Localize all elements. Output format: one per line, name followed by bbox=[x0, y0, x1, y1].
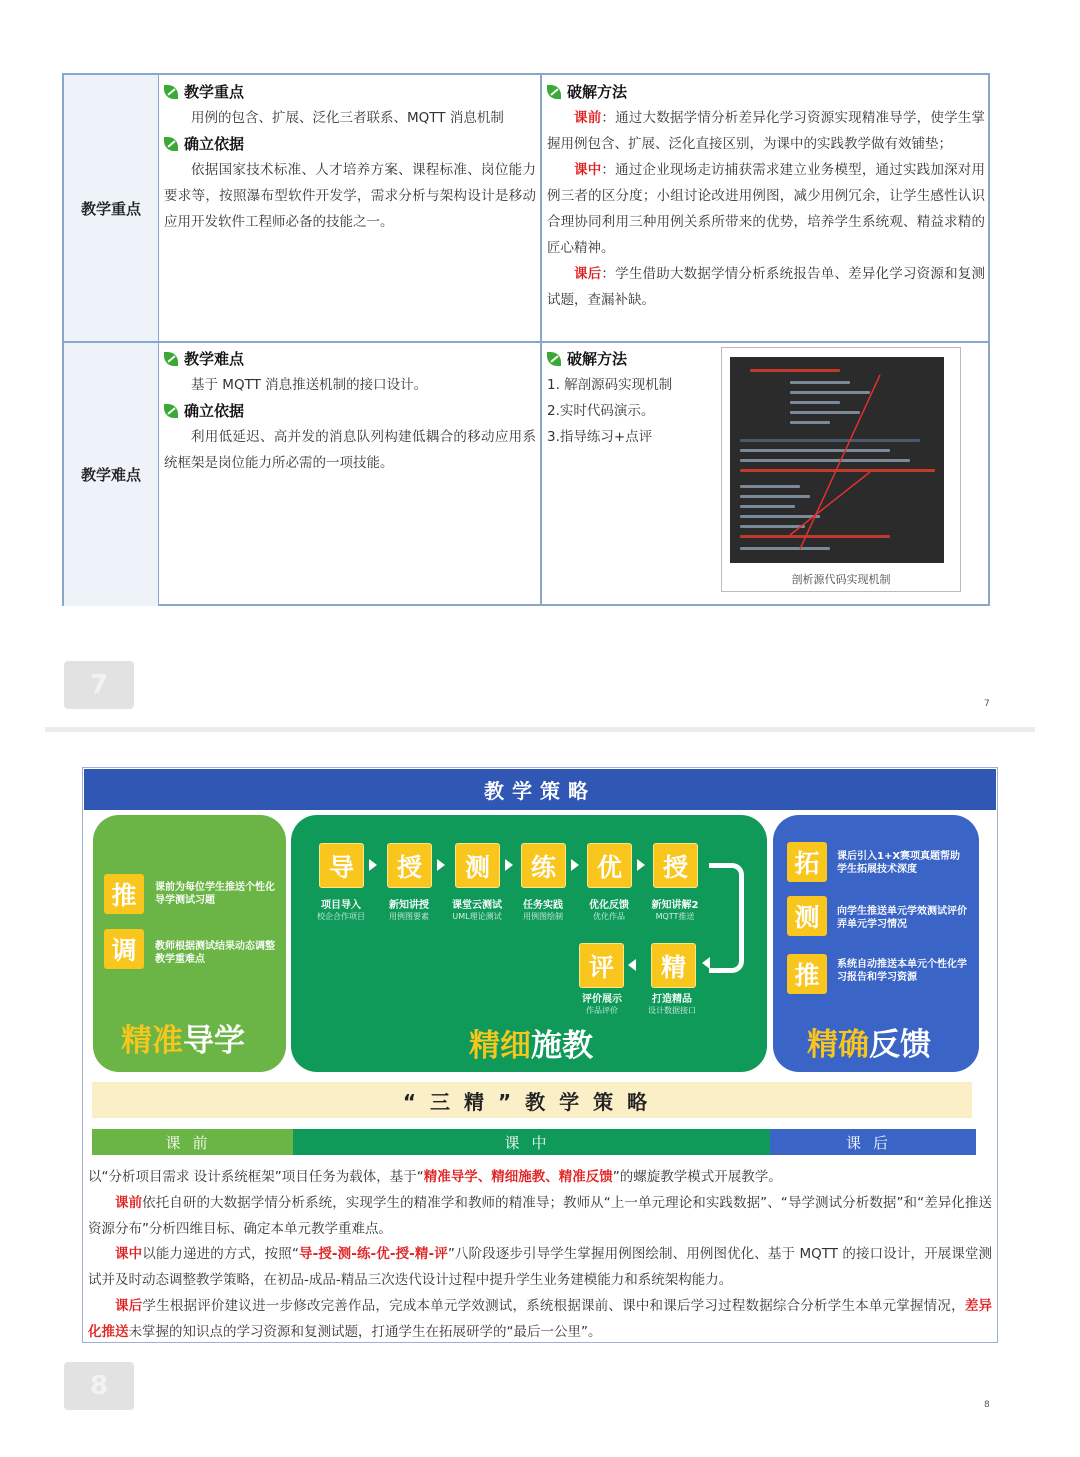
solution-heading: 破解方法 bbox=[547, 79, 985, 105]
step-refine: 精 bbox=[651, 943, 696, 988]
difficult-points-text: 基于 MQTT 消息推送机制的接口设计。 bbox=[191, 377, 428, 393]
figure-caption: 剖析源代码实现机制 bbox=[791, 573, 891, 586]
arrow-right-icon bbox=[369, 859, 377, 871]
precise-feedback-title: 精确反馈 bbox=[807, 1027, 931, 1063]
phase-in-class: 课中 bbox=[293, 1129, 770, 1155]
phase-after-class: 课后 bbox=[770, 1129, 976, 1155]
step-label: 新知讲解2 MQTT推送 bbox=[651, 900, 699, 921]
arrow-right-icon bbox=[637, 859, 645, 871]
page-number: 7 bbox=[984, 699, 990, 709]
code-screenshot-figure bbox=[721, 347, 961, 592]
precise-guidance-title: 精准导学 bbox=[121, 1023, 245, 1059]
step-test: 测 bbox=[455, 843, 500, 888]
step-label: 新知讲授 用例图要素 bbox=[389, 900, 429, 921]
solution-heading: 破解方法 bbox=[547, 346, 717, 372]
expand-text: 课后引入1+X赛项真题帮助学生拓展技术深度 bbox=[837, 851, 961, 875]
push-badge: 推 bbox=[104, 874, 144, 914]
step-label: 打造精品 设计数据接口 bbox=[648, 994, 696, 1015]
adjust-text: 教师根据测试结果动态调整教学重难点 bbox=[155, 941, 275, 965]
difficult-points-cell bbox=[164, 346, 536, 476]
step-teach-2: 授 bbox=[653, 843, 698, 888]
adjust-badge: 调 bbox=[104, 929, 144, 969]
push-text: 系统自动推送本单元个性化学习报告和学习资源 bbox=[837, 959, 967, 983]
strategy-banner: 教学策略 bbox=[84, 769, 996, 810]
solution-cell bbox=[547, 79, 985, 313]
difficult-solution-cell bbox=[547, 346, 717, 450]
solution-step: 1. 解剖源码实现机制 bbox=[547, 377, 673, 393]
leaf-icon bbox=[164, 85, 178, 99]
basis-heading: 确立依据 bbox=[164, 131, 536, 157]
arrow-right-icon bbox=[571, 859, 579, 871]
page-separator bbox=[45, 727, 1035, 732]
step-label: 任务实践 用例图绘制 bbox=[523, 900, 563, 921]
push-text: 课前为每位学生推送个性化导学测试习题 bbox=[155, 882, 275, 906]
arrow-left-icon bbox=[702, 957, 710, 969]
key-points-cell bbox=[164, 79, 536, 235]
in-class-paragraph: 课中以能力递进的方式，按照“导-授-测-练-优-授-精-评”八阶段逐步引导学生掌握用例图绘制、用例图优化、基于 MQTT 的接口设计，开展课堂测试并及时动态调整教学策略，在初品-成品-精品三次迭代设计过程中提升学生业务建模能力和系统架构能力。 bbox=[88, 1246, 992, 1289]
expand-badge: 拓 bbox=[787, 842, 827, 882]
step-label: 评价展示 作品评价 bbox=[582, 994, 622, 1015]
page-number: 8 bbox=[984, 1400, 990, 1410]
intro-paragraph: 以“分析项目需求 设计系统框架”项目任务为载体，基于“精准导学、精细施教、精准反馈”的螺旋教学模式开展教学。 bbox=[88, 1169, 782, 1185]
test-badge: 测 bbox=[787, 896, 827, 936]
key-points-text: 用例的包含、扩展、泛化三者联系、MQTT 消息机制 bbox=[191, 110, 504, 126]
annotation-arrows bbox=[730, 357, 944, 563]
arrow-right-icon bbox=[437, 859, 445, 871]
step-guide: 导 bbox=[319, 843, 364, 888]
basis-text: 利用低延迟、高并发的消息队列构建低耦合的移动应用系统框架是岗位能力所必需的一项技能。 bbox=[164, 429, 536, 471]
leaf-icon bbox=[164, 404, 178, 418]
code-screenshot bbox=[730, 357, 944, 563]
difficult-points-heading: 教学难点 bbox=[164, 346, 536, 372]
step-optimize: 优 bbox=[587, 843, 632, 888]
arrow-right-icon bbox=[505, 859, 513, 871]
test-text: 向学生推送单元学效测试评价弄单元学习情况 bbox=[837, 906, 967, 930]
arrow-left-icon bbox=[628, 959, 636, 971]
step-evaluate: 评 bbox=[579, 943, 624, 988]
strategy-description bbox=[88, 1165, 992, 1346]
precise-feedback-panel bbox=[773, 815, 979, 1072]
solution-before-class: 课前：通过大数据学情分析差异化学习资源实现精准导学，使学生掌握用例包含、扩展、泛化直接区别，为课中的实践教学做有效铺垫； bbox=[547, 110, 986, 152]
solution-in-class: 课中：通过企业现场走访捕获需求建立业务模型，通过实践加深对用例三者的区分度；小组讨论改进用例图，减少用例冗余，让学生感性认识合理协同利用三种用例关系所带来的优势，培养学生系统观、精益求精的匠心精神。 bbox=[547, 162, 986, 256]
basis-heading: 确立依据 bbox=[164, 398, 536, 424]
leaf-icon bbox=[547, 85, 561, 99]
solution-step: 3.指导练习+点评 bbox=[547, 429, 653, 445]
solution-step: 2.实时代码演示。 bbox=[547, 403, 655, 419]
leaf-icon bbox=[547, 352, 561, 366]
push-badge: 推 bbox=[787, 954, 827, 994]
step-teach: 授 bbox=[387, 843, 432, 888]
after-class-paragraph: 课后学生根据评价建议进一步修改完善作品，完成本单元学效测试，系统根据课前、课中和课后学习过程数据综合分析学生本单元掌握情况，差异化推送未掌握的知识点的学习资源和复测试题，打通学生在拓展研学的“最后一公里”。 bbox=[88, 1297, 993, 1340]
leaf-icon bbox=[164, 352, 178, 366]
solution-after-class: 课后：学生借助大数据学情分析系统报告单、差异化学习资源和复测试题，查漏补缺。 bbox=[547, 266, 986, 308]
before-class-paragraph: 课前依托自研的大数据学情分析系统，实现学生的精准学和教师的精准导；教师从“上一单元理论和实践数据”、“导学测试分析数据”和“差异化推送资源分布”分析四维目标、确定本单元教学重难点。 bbox=[88, 1194, 993, 1237]
fine-teaching-title: 精细施教 bbox=[469, 1028, 593, 1064]
step-label: 项目导入 校企合作项目 bbox=[317, 900, 365, 921]
three-precision-strategy-bar: “三精”教学策略 bbox=[92, 1082, 972, 1118]
step-label: 优化反馈 优化作品 bbox=[589, 900, 629, 921]
fine-teaching-panel bbox=[291, 815, 767, 1072]
row-label-key-points: 教学重点 bbox=[64, 75, 158, 341]
key-points-heading: 教学重点 bbox=[164, 79, 536, 105]
basis-text: 依据国家技术标准、人才培养方案、课程标准、岗位能力要求等，按照瀑布型软件开发学，需求分析与架构设计是移动应用开发软件工程师必备的技能之一。 bbox=[164, 162, 536, 230]
phase-before-class: 课前 bbox=[92, 1129, 293, 1155]
step-practice: 练 bbox=[521, 843, 566, 888]
step-label: 课堂云测试 UML理论测试 bbox=[452, 900, 502, 921]
row-label-difficult-points: 教学难点 bbox=[64, 343, 158, 606]
return-arrow bbox=[709, 863, 744, 973]
page-number-box: 7 bbox=[64, 661, 134, 709]
precise-guidance-panel bbox=[93, 815, 286, 1072]
leaf-icon bbox=[164, 137, 178, 151]
page-number-box: 8 bbox=[64, 1362, 134, 1410]
